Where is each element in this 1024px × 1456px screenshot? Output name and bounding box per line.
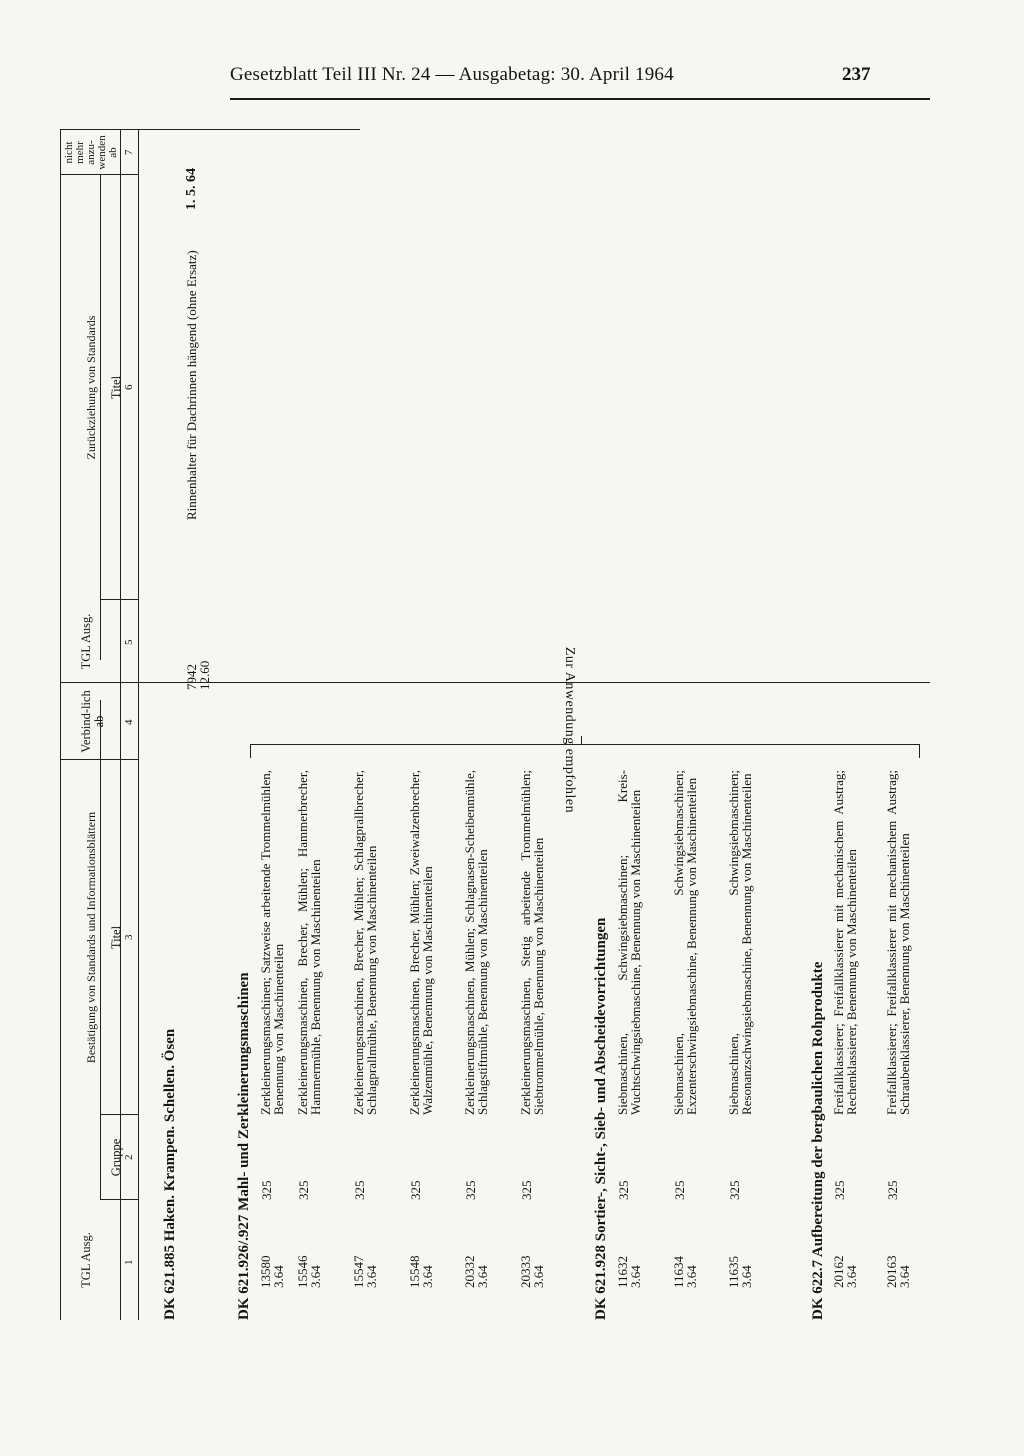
group-code: 325 bbox=[672, 1180, 687, 1200]
group-code: 325 bbox=[832, 1180, 847, 1200]
tgl-number: 11634 bbox=[671, 1255, 686, 1288]
group-code: 325 bbox=[352, 1180, 367, 1200]
tgl-edition: 3.64 bbox=[364, 1265, 379, 1288]
tgl-edition: 3.64 bbox=[308, 1265, 323, 1288]
col-label-titel-2: Titel bbox=[109, 375, 123, 400]
col-label-tgl-2: TGL Ausg. bbox=[79, 613, 93, 670]
group-code: 325 bbox=[463, 1180, 478, 1200]
tgl-edition: 3.64 bbox=[475, 1265, 490, 1288]
tgl-edition: 3.64 bbox=[628, 1265, 643, 1288]
section-heading: DK 621.885 Haken. Krampen. Schellen. Ösen bbox=[162, 1028, 178, 1320]
tgl-number: 7942 bbox=[184, 664, 199, 690]
col-label-tgl: TGL Ausg. bbox=[79, 1232, 93, 1288]
standard-title: Zerkleinerungsmaschinen, Stetig arbeitende Trommelmühlen; Siebtrommelmühle, Benennung von Maschinenteilen bbox=[518, 770, 546, 1115]
standard-title: Freifallklassierer; Freifallklassierer mit mechanischem Austrag; Rechenklassierer, Benennung von Maschinenteilen bbox=[831, 770, 859, 1115]
tgl-edition: 3.64 bbox=[739, 1265, 754, 1288]
col-number-5: 5 bbox=[123, 639, 135, 645]
withdrawal-date: 1. 5. 64 bbox=[184, 168, 199, 210]
tgl-number: 13580 bbox=[258, 1255, 273, 1288]
bracket-tip bbox=[581, 736, 582, 744]
section-heading: DK 621.928 Sortier-, Sicht-, Sieb- und Abscheidevorrichtungen bbox=[593, 917, 609, 1320]
group-code: 325 bbox=[727, 1180, 742, 1200]
col-number-4: 4 bbox=[123, 719, 135, 725]
col-number-3: 3 bbox=[123, 934, 135, 940]
group-code: 325 bbox=[519, 1180, 534, 1200]
col-number-6: 6 bbox=[123, 384, 135, 390]
col-number-7: 7 bbox=[123, 149, 135, 155]
header-rule bbox=[230, 98, 930, 100]
tgl-number: 20162 bbox=[831, 1255, 846, 1288]
group-code: 325 bbox=[408, 1180, 423, 1200]
col-label-nicht-mehr: nicht mehr anzu-wenden ab bbox=[63, 135, 119, 170]
page-header bbox=[230, 58, 930, 98]
tgl-edition: 3.64 bbox=[684, 1265, 699, 1288]
tgl-number: 20333 bbox=[518, 1255, 533, 1288]
section-heading: DK 622.7 Aufbereitung der bergbaulichen Rohprodukte bbox=[810, 961, 826, 1320]
standard-title: Zerkleinerungsmaschinen, Mühlen; Schlagnasen-Scheibenmühle, Schlagstiftmühle, Benennung von Maschinenteilen bbox=[462, 770, 490, 1115]
col-label-gruppe: Gruppe bbox=[109, 1138, 123, 1177]
page-number: 237 bbox=[842, 64, 871, 85]
group-code: 325 bbox=[885, 1180, 900, 1200]
tgl-number: 15547 bbox=[351, 1255, 366, 1288]
tgl-edition: 3.64 bbox=[420, 1265, 435, 1288]
tgl-number: 15548 bbox=[407, 1255, 422, 1288]
tgl-number: 11632 bbox=[615, 1255, 630, 1288]
standard-title: Freifallklassierer; Freifallklassierer mit mechanischem Austrag; Schraubenklassierer, Benennung von Maschinenteilen bbox=[884, 770, 912, 1115]
withdrawn-title: Rinnenhalter für Dachrinnen hängend (ohne Ersatz) bbox=[184, 250, 199, 520]
tgl-edition: 3.64 bbox=[531, 1265, 546, 1288]
tgl-number: 11635 bbox=[726, 1255, 741, 1288]
recommendation-bracket bbox=[250, 744, 920, 758]
tgl-number: 20163 bbox=[884, 1255, 899, 1288]
col-number-1: 1 bbox=[123, 1259, 135, 1265]
tgl-number: 20332 bbox=[462, 1255, 477, 1288]
group-label-bestaetigung: Bestätigung von Standards und Informationsblättern bbox=[84, 811, 98, 1064]
standards-table bbox=[60, 130, 930, 1320]
standard-title: Siebmaschinen, Schwingsiebmaschinen; Kreis-Wuchtschwingsiebmaschine, Benennung von Maschinenteilen bbox=[615, 770, 643, 1115]
gazette-title: Gesetzblatt Teil III Nr. 24 — Ausgabetag: 30. April 1964 bbox=[230, 64, 674, 85]
group-left-rule bbox=[100, 700, 101, 1200]
group-label-zurueckziehung: Zurückziehung von Standards bbox=[84, 315, 98, 460]
group-code: 325 bbox=[259, 1180, 274, 1200]
tgl-edition: 3.64 bbox=[844, 1265, 859, 1288]
tgl-number: 15546 bbox=[295, 1255, 310, 1288]
tgl-edition: 3.64 bbox=[897, 1265, 912, 1288]
tgl-edition: 3.64 bbox=[271, 1265, 286, 1288]
standard-title: Siebmaschinen, Schwingsiebmaschinen; Resonanzschwingsiebmaschine, Benennung von Maschinenteilen bbox=[726, 770, 754, 1115]
standard-title: Zerkleinerungsmaschinen, Brecher, Mühlen; Hammerbrecher, Hammermühle, Benennung von Maschinenteilen bbox=[295, 770, 323, 1115]
tgl-edition: 12.60 bbox=[197, 660, 212, 690]
group-code: 325 bbox=[296, 1180, 311, 1200]
col-label-verbindlich: Verbind-lich ab bbox=[79, 690, 106, 753]
standard-title: Zerkleinerungsmaschinen, Brecher, Mühlen; Zweiwalzenbrecher, Walzenmühle, Benennung von Maschinenteilen bbox=[407, 770, 435, 1115]
section-heading: DK 621.926/.927 Mahl- und Zerkleinerungsmaschinen bbox=[236, 972, 252, 1320]
header-bottom-rule bbox=[138, 130, 139, 1320]
col-number-2: 2 bbox=[123, 1154, 135, 1160]
group-right-rule bbox=[100, 175, 101, 660]
col-label-titel: Titel bbox=[109, 925, 123, 950]
standard-title: Zerkleinerungsmaschinen; Satzweise arbeitende Trommelmühlen, Benennung von Maschinenteilen bbox=[258, 770, 286, 1115]
group-code: 325 bbox=[616, 1180, 631, 1200]
recommendation-note: Zur Anwendung empfohlen bbox=[562, 646, 577, 814]
standard-title: Siebmaschinen, Schwingsiebmaschinen; Exzenterschwingsiebmaschine, Benennung von Maschinenteilen bbox=[671, 770, 699, 1115]
standard-title: Zerkleinerungsmaschinen, Brecher, Mühlen; Schlagprallbrecher, Schlagprallmühle, Benennung von Maschinenteilen bbox=[351, 770, 379, 1115]
